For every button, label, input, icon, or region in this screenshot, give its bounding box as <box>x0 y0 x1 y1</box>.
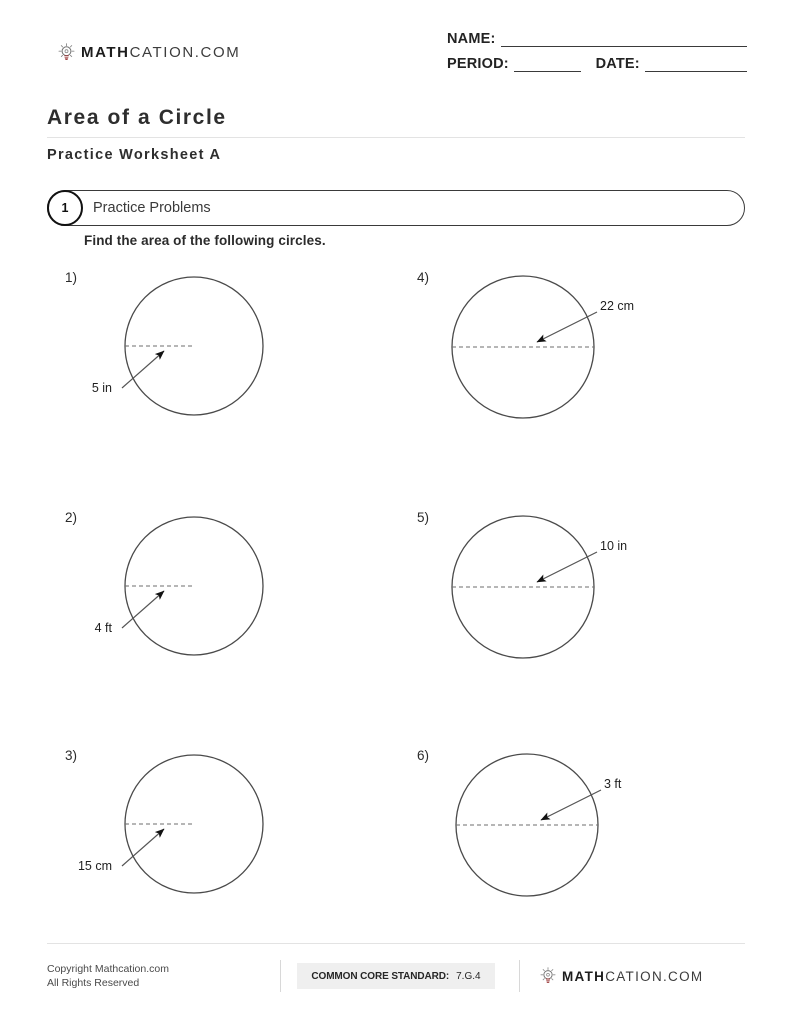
student-info-fields <box>447 31 747 81</box>
period-date-field-row <box>447 56 747 72</box>
problem-number: 4) <box>417 270 430 285</box>
ccs-label: COMMON CORE STANDARD: <box>311 970 450 982</box>
copyright-text <box>47 962 169 990</box>
lightbulb-icon <box>58 43 75 62</box>
brand-logo-text <box>562 969 703 984</box>
brand-logo-text <box>81 44 240 61</box>
lightbulb-icon <box>540 967 556 985</box>
brand-name-light: CATION.COM <box>605 968 704 984</box>
measurement-label: 10 in <box>600 539 628 553</box>
page-title: Area of a Circle <box>47 106 227 129</box>
footer-divider <box>47 943 745 944</box>
problem-6 <box>412 746 742 976</box>
circle-figure-diameter <box>412 746 692 926</box>
page-subtitle: Practice Worksheet A <box>47 147 222 163</box>
brand-name-bold: MATH <box>81 44 130 61</box>
common-core-standard-chip <box>297 963 495 989</box>
brand-logo-header <box>58 43 240 62</box>
ccs-value: 7.G.4 <box>456 970 481 982</box>
footer-separator-right <box>519 960 520 992</box>
brand-name-bold: MATH <box>562 968 606 984</box>
circle-figure-radius <box>60 268 340 448</box>
problem-1 <box>60 268 390 498</box>
name-field-row <box>447 31 747 47</box>
name-label: NAME: <box>447 31 496 47</box>
problem-number: 1) <box>65 270 78 285</box>
measurement-label: 5 in <box>91 381 112 395</box>
circle-figure-radius <box>60 508 340 688</box>
title-divider <box>47 137 745 138</box>
measurement-label: 3 ft <box>604 777 622 791</box>
period-input-line[interactable] <box>514 58 581 72</box>
problem-number: 2) <box>65 510 78 525</box>
page-header <box>0 0 791 92</box>
problem-5 <box>412 508 742 738</box>
problem-number: 6) <box>417 748 430 763</box>
measurement-label: 4 ft <box>94 621 112 635</box>
date-input-line[interactable] <box>645 58 747 72</box>
problem-2 <box>60 508 390 738</box>
section-instruction: Find the area of the following circles. <box>84 233 326 248</box>
period-label: PERIOD: <box>447 56 509 72</box>
copyright-line-1: Copyright Mathcation.com <box>47 963 169 975</box>
problem-number: 5) <box>417 510 430 525</box>
section-banner-label: Practice Problems <box>93 200 211 216</box>
circle-figure-diameter <box>412 508 692 688</box>
section-number-badge: 1 <box>47 190 83 226</box>
page-footer <box>0 955 791 1005</box>
measurement-label: 15 cm <box>77 859 112 873</box>
problem-4 <box>412 268 742 498</box>
measurement-label: 22 cm <box>600 299 635 313</box>
footer-separator-left <box>280 960 281 992</box>
problem-3 <box>60 746 390 976</box>
circle-figure-diameter <box>412 268 692 448</box>
circle-figure-radius <box>60 746 340 926</box>
brand-name-light: CATION.COM <box>129 44 241 61</box>
problem-number: 3) <box>65 748 78 763</box>
date-label: DATE: <box>595 56 640 72</box>
section-banner <box>47 190 745 226</box>
brand-logo-footer <box>540 967 703 985</box>
copyright-line-2: All Rights Reserved <box>47 977 140 989</box>
name-input-line[interactable] <box>501 33 747 47</box>
